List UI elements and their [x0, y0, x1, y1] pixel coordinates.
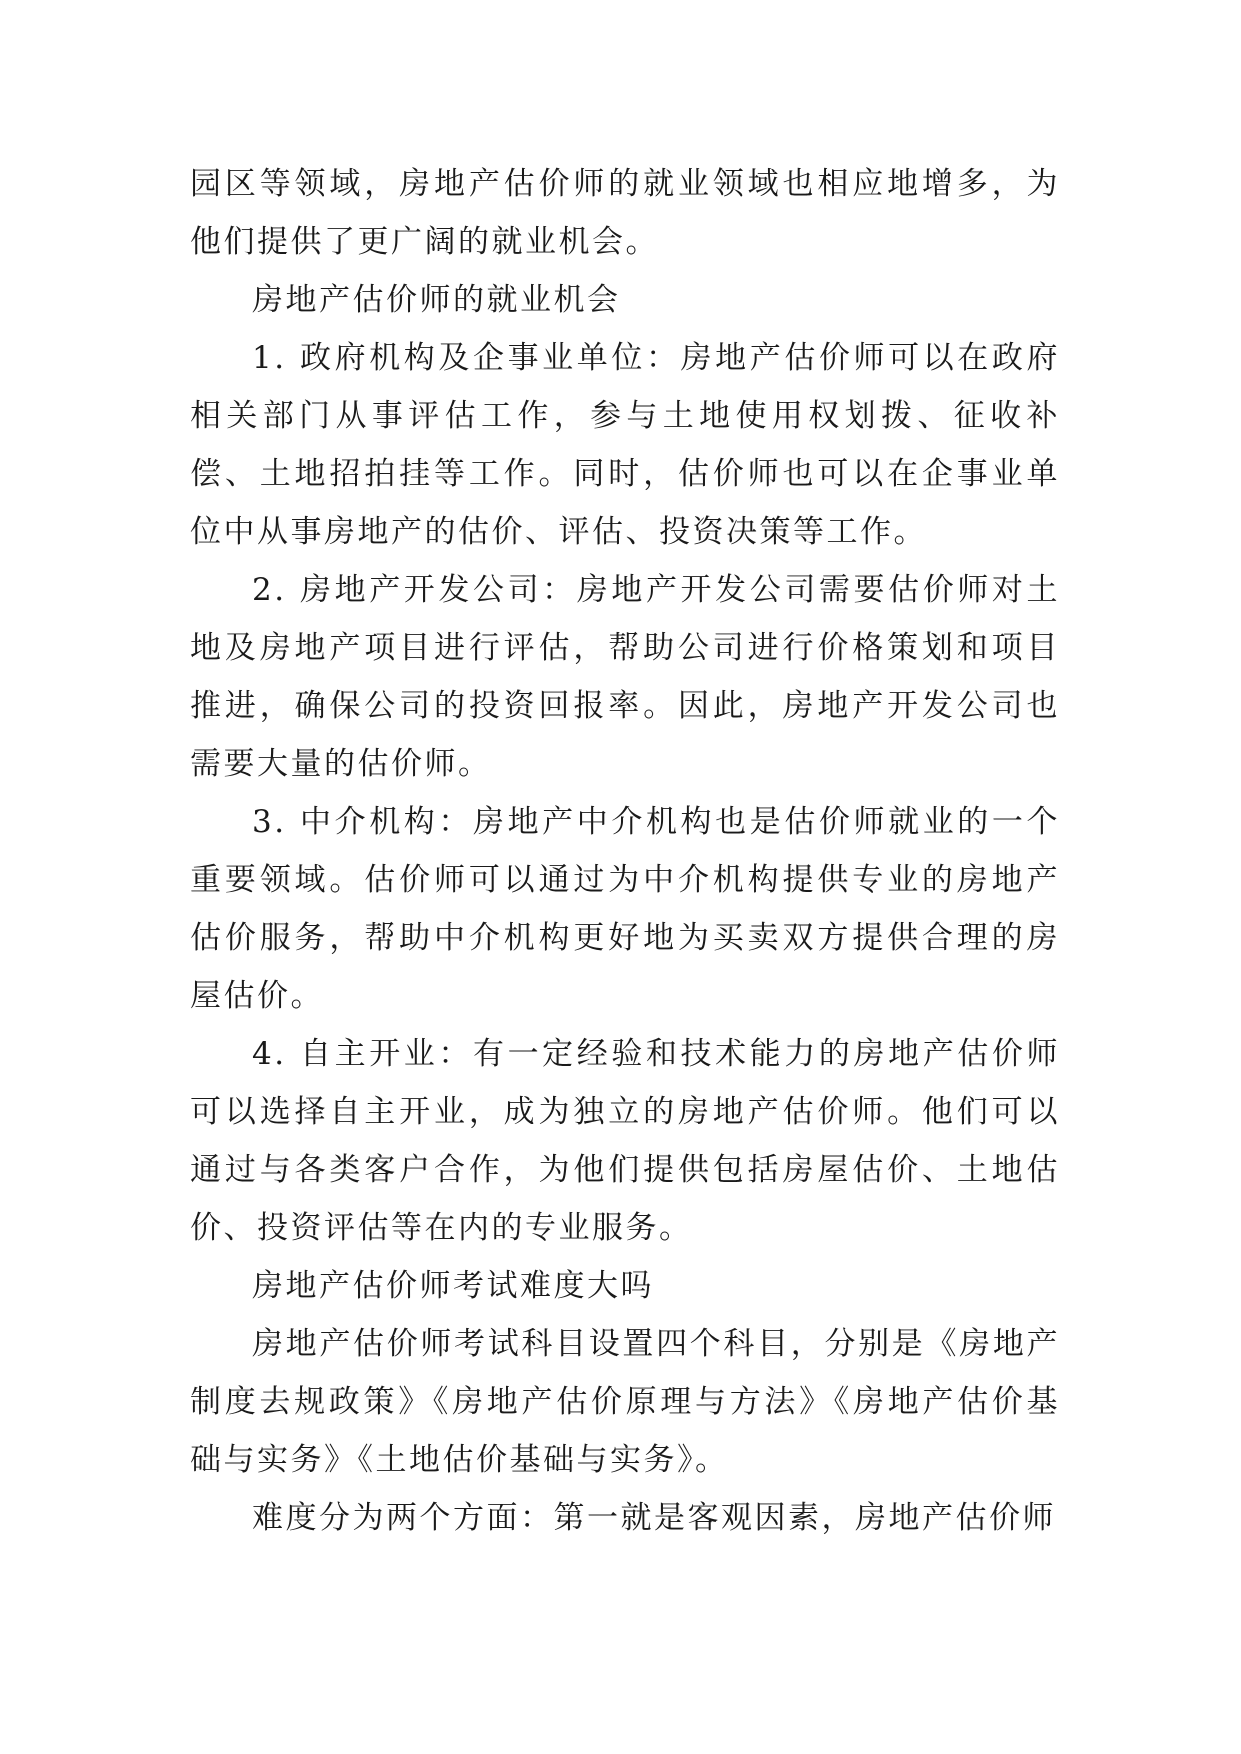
- list-item-agency: 3. 中介机构：房地产中介机构也是估价师就业的一个重要领域。估价师可以通过为中介机构提供专业的房地产估价服务，帮助中介机构更好地为买卖双方提供合理的房屋估价。: [190, 804, 1060, 1014]
- paragraph-exam-subjects: 房地产估价师考试科目设置四个科目，分别是《房地产制度去规政策》《房地产估价原理与方法》《房地产估价基础与实务》《土地估价基础与实务》。: [190, 1326, 1060, 1478]
- list-item-developer: 2. 房地产开发公司：房地产开发公司需要估价师对土地及房地产项目进行评估，帮助公司进行价格策划和项目推进，确保公司的投资回报率。因此，房地产开发公司也需要大量的估价师。: [190, 572, 1060, 782]
- section-heading-exam: 房地产估价师考试难度大吗: [252, 1268, 654, 1304]
- paragraph-continuation: 园区等领域，房地产估价师的就业领域也相应地增多，为他们提供了更广阔的就业机会。: [190, 166, 1060, 260]
- document-body: [190, 155, 1060, 1547]
- paragraph-difficulty: 难度分为两个方面：第一就是客观因素，房地产估价师: [252, 1500, 1056, 1536]
- section-heading-employment: 房地产估价师的就业机会: [252, 282, 621, 318]
- list-item-government: 1. 政府机构及企事业单位：房地产估价师可以在政府相关部门从事评估工作，参与土地使用权划拨、征收补偿、土地招拍挂等工作。同时，估价师也可以在企事业单位中从事房地产的估价、评估、投资决策等工作。: [190, 340, 1060, 550]
- list-item-self-employed: 4. 自主开业：有一定经验和技术能力的房地产估价师可以选择自主开业，成为独立的房地产估价师。他们可以通过与各类客户合作，为他们提供包括房屋估价、土地估价、投资评估等在内的专业服务。: [190, 1036, 1060, 1246]
